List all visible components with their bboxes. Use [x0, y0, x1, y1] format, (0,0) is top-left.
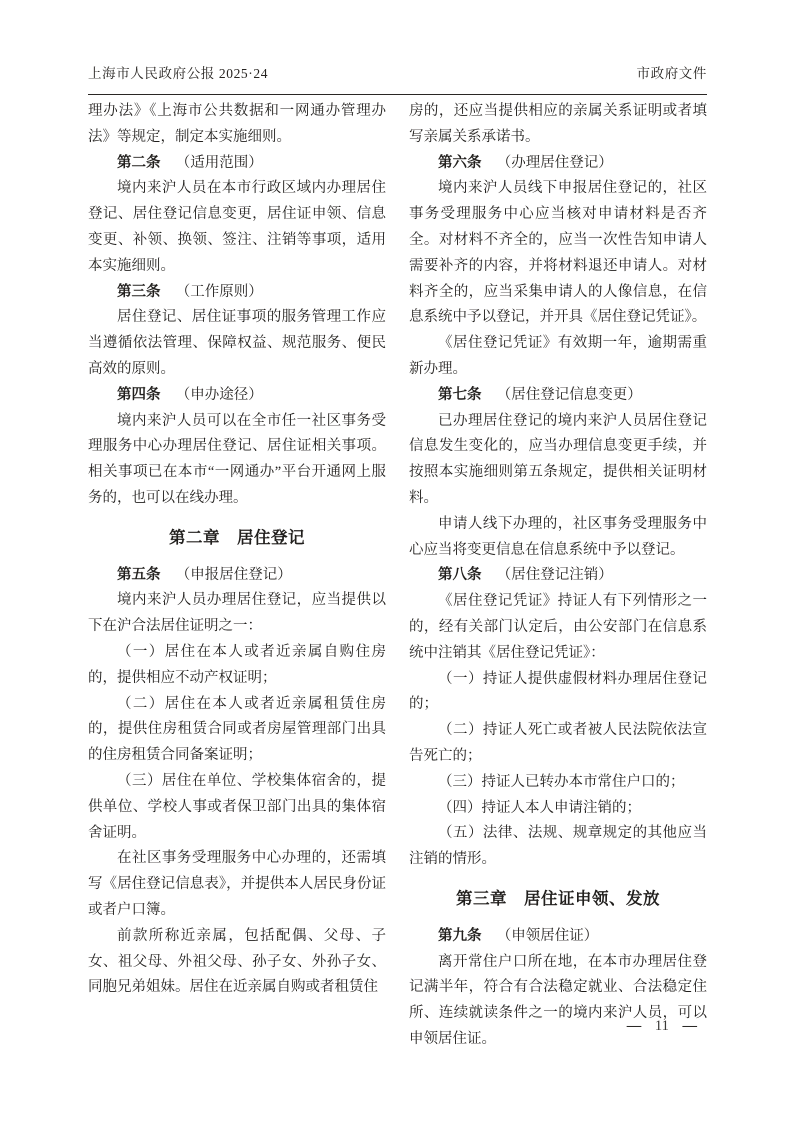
body-paragraph: 房的，还应当提供相应的亲属关系证明或者填写亲属关系承诺书。: [409, 103, 707, 145]
body-paragraph: （二）居住在本人或者近亲属租赁住房的，提供住房租赁合同或者房屋管理部门出具的住房租赁合同备案证明；: [88, 695, 386, 764]
article-title: （居住登记注销）: [496, 567, 613, 584]
article-title: （申办途径）: [175, 386, 263, 403]
article-heading: [88, 151, 386, 177]
page-number-value: 11: [654, 1018, 669, 1034]
body-paragraph: （三）居住在单位、学校集体宿舍的，提供单位、学校人事或者保卫部门出具的集体宿舍证明。: [88, 772, 386, 841]
body-paragraph: 《居住登记凭证》持证人有下列情形之一的，经有关部门认定后，由公安部门在信息系统中注销其《居住登记凭证》：: [409, 593, 707, 661]
body-paragraph: （四）持证人本人申请注销的；: [438, 799, 641, 816]
body-paragraph: 离开常住户口所在地，在本市办理居住登记满半年，符合有合法稳定就业、合法稳定住所、连续就读条件之一的境内来沪人员，可以申领居住证。: [409, 953, 707, 1047]
body-paragraph: （三）持证人已转办本市常住户口的；: [438, 773, 685, 790]
article-heading: [409, 924, 707, 950]
body-paragraph: 境内来沪人员办理居住登记，应当提供以下在沪合法居住证明之一：: [88, 592, 386, 635]
article-title: （居住登记信息变更）: [496, 386, 642, 403]
article-title: （申领居住证）: [496, 927, 599, 944]
body-paragraph: （一）居住在本人或者近亲属自购住房的，提供相应不动产权证明；: [88, 643, 386, 686]
body-paragraph: 境内来沪人员在本市行政区域内办理居住登记、居住登记信息变更，居住证申领、信息变更、补领、换领、签注、注销等事项，适用本实施细则。: [88, 180, 386, 274]
article-number: 第五条: [117, 566, 161, 583]
body-paragraph: （五）法律、法规、规章规定的其他应当注销的情形。: [409, 825, 707, 868]
article-title: （办理居住登记）: [496, 154, 613, 171]
page-number: [627, 1018, 697, 1035]
article-number: 第七条: [438, 386, 482, 403]
article-number: 第九条: [438, 927, 482, 944]
body-paragraph: 居住登记、居住证事项的服务管理工作应当遵循依法管理、保障权益、规范服务、便民高效的原则。: [88, 309, 386, 377]
body-paragraph: 境内来沪人员可以在全市任一社区事务受理服务中心办理居住登记、居住证相关事项。相关事项已在本市“一网通办”平台开通网上服务的，也可以在线办理。: [88, 412, 386, 506]
article-heading: [409, 151, 707, 177]
body-paragraph: 理办法》《上海市公共数据和一网通办管理办法》等规定，制定本实施细则。: [88, 103, 386, 145]
body-paragraph: （一）持证人提供虚假材料办理居住登记的；: [409, 670, 707, 713]
header-section-label: 市政府文件: [636, 66, 707, 81]
body-paragraph: 境内来沪人员线下申报居住登记的，社区事务受理服务中心应当核对申请材料是否齐全。对材料不齐全的，应当一次性告知申请人需要补齐的内容，并将材料退还申请人。对材料齐全的，应当采集申请人的人像信息，在信息系统中予以登记，并开具《居住登记凭证》。: [409, 180, 707, 326]
body-paragraph: 前款所称近亲属，包括配偶、父母、子女、祖父母、外祖父母、孙子女、外孙子女、同胞兄弟姐妹。居住在近亲属自购或者租赁住: [88, 927, 386, 996]
page-number-dash-right: —: [682, 1018, 697, 1034]
body-paragraph: 《居住登记凭证》有效期一年，逾期需重新办理。: [409, 335, 707, 377]
body-paragraph: 已办理居住登记的境内来沪人员居住登记信息发生变化的，应当办理信息变更手续，并按照本实施细则第五条规定，提供相关证明材料。: [409, 412, 707, 506]
article-heading: [409, 563, 707, 589]
article-heading: [88, 280, 386, 306]
article-title: （工作原则）: [175, 283, 263, 300]
article-number: 第二条: [117, 154, 161, 171]
article-heading: [88, 383, 386, 409]
right-column: [409, 99, 707, 1053]
body-paragraph: 申请人线下办理的，社区事务受理服务中心应当将变更信息在信息系统中予以登记。: [409, 515, 707, 558]
body-paragraph: 在社区事务受理服务中心办理的，还需填写《居住登记信息表》，并提供本人居民身份证或者户口簿。: [88, 850, 386, 918]
article-number: 第三条: [117, 283, 161, 300]
body-paragraph: （二）持证人死亡或者被人民法院依法宣告死亡的；: [409, 722, 707, 764]
article-title: （申报居住登记）: [175, 566, 292, 583]
article-number: 第八条: [438, 567, 482, 584]
page-header: [88, 62, 707, 82]
chapter-heading: 第二章 居住登记: [169, 527, 305, 547]
article-number: 第六条: [438, 154, 482, 171]
page-number-dash-left: —: [626, 1018, 642, 1034]
chapter-heading: 第三章 居住证申领、发放: [456, 888, 660, 908]
article-number: 第四条: [117, 386, 161, 403]
article-heading: [409, 383, 707, 409]
header-gazette-title: 上海市人民政府公报 2025·24: [88, 66, 269, 81]
article-title: （适用范围）: [175, 154, 263, 171]
document-body: [88, 99, 707, 1053]
header-rule: [88, 94, 707, 95]
article-heading: [88, 563, 386, 589]
left-column: [88, 99, 386, 1053]
